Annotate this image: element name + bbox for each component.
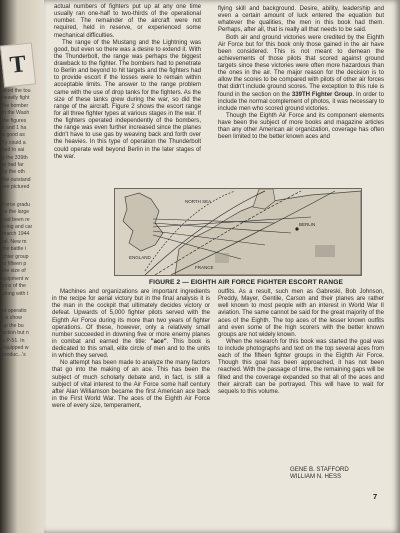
escort-range-map [115, 189, 361, 275]
facing-page-line: are pictured [2, 184, 30, 191]
paragraph [218, 35, 384, 113]
figure-caption: FIGURE 2 — EIGHTH AIR FORCE FIGHTER ESCORT RANGE [149, 279, 343, 286]
paragraph: Though the Eighth Air Force and its component elements have been the subject of more books and magazine articles than any other American air organization, coverage has often been limited to the better known aces and [218, 112, 384, 141]
paragraph: The range of the Mustang and the Lightning was good, but even so there was a desire to extend it. With the Thunderbolt, the range was perhaps the biggest drawback to the fighter. The bombers had to penetrate to Berlin and beyond to hit targets and the fighters had to provide escort if the losses were to remain within acceptable limits. The answer to the range problem came with the use of drop tanks for the fighters. As the size of these tanks grew during the war, so did the range of the aircraft. Figure 2 shows the escort range for all three fighter types at various stages in the war. If the fighters operated independently of the bombers, the range was even further increased since the planes didn't have to use gas by weaving back and forth over the heavies. In this type of operation the Thunderbolt could operate well beyond Berlin in the later stages of the war. [54, 39, 201, 160]
facing-page-line: a good as [2, 132, 25, 139]
facing-page-line: the outstand [2, 176, 31, 183]
group-name: 339TH Fighter Group [291, 91, 353, 98]
paragraph: When the research for this book was started the goal was to include photographs and text on the top several aces from each of the fifteen fighter groups in the Eighth Air Force. Though this goal has been approached, it has not been reached. With the passage of time, the remaining gaps will be filled and the coverage expanded so that all of the aces and their aircraft can be portrayed. This will have to wait for sequels to this volume. [218, 338, 384, 395]
facing-page-edge [0, 0, 44, 533]
facing-page-line: by the oth [2, 169, 25, 176]
facing-page-line: equipped w [2, 345, 29, 351]
facing-page-line [2, 298, 42, 308]
facing-page-line: quipment w [2, 275, 29, 282]
column-top-left [54, 4, 201, 161]
facing-page-line: produc...'s [2, 352, 26, 359]
column-top-right [218, 6, 384, 141]
facing-page-line: a P-51. In [2, 337, 25, 344]
author-signature [290, 466, 349, 481]
facing-page-line: ts had far [2, 162, 24, 169]
figure-map [114, 188, 362, 276]
paragraph: actual numbers of fighters put up at any one time usually ran one-half to two-thirds of the operational number. The remainder of the aircraft were not required, held in reserve, or experienced some mechanical difficulties. [54, 4, 201, 39]
facing-page-line: aced the tou [2, 88, 31, 94]
facing-page-line: ions of the [2, 283, 26, 290]
facing-page-line: march 1944 [2, 231, 30, 238]
facing-page-line: ghter group [2, 253, 29, 260]
facing-page-line: heavily fight [2, 95, 30, 102]
book-page [44, 0, 400, 533]
paragraph: outfits. As a result, such men as Gabreski, Bob Johnson, Preddy, Mayer, Gentile, Carson and their planes are rather well known to most people with an interest in World War II aviation. The same cannot be said for the great majority of the aces of the Eighth. The top aces of the lesser known outfits and even some of the high scorers with the better known groups are not widely known. [218, 289, 384, 338]
author-name: WILLIAM N. HESS [290, 473, 342, 481]
paragraph-text: . In order to include the normal complement of photos, it was necessary to include men who scored ground victories. [218, 91, 384, 112]
facing-page-line: s and 1 ha [2, 125, 27, 132]
facing-page-line: action but n [2, 330, 29, 337]
facing-page-line: fied to sai [2, 147, 25, 154]
column-bottom-left [52, 289, 210, 410]
facing-page-line: l is show [2, 315, 22, 322]
facing-page-line: ering and car [2, 223, 33, 230]
map-label-berlin: BERLIN [299, 222, 316, 227]
ace-term: "ace" [150, 338, 167, 345]
page-number: 7 [373, 492, 378, 501]
facing-page-line: to fifteen p [2, 260, 27, 267]
drop-cap-tab: T [0, 42, 36, 87]
facing-page-line: y the 339th [2, 154, 28, 161]
facing-page-line: the size of [2, 268, 26, 275]
map-label-england: ENGLAND [129, 255, 151, 260]
facing-page-line: Force gradu [2, 201, 30, 208]
paragraph: flying skill and background. Desire, ability, leadership and even a certain amount of luck entered the equation but whatever the qualities, the men in this book had them. Perhaps, after all, that is really all that needs to be said. [218, 6, 384, 34]
facing-page-line: tal. New m [2, 238, 27, 245]
column-bottom-right [218, 289, 384, 396]
map-label-france: FRANCE [195, 265, 214, 270]
paragraph-text: . This book is dedicated to this small, elite circle of men and to the units in which they served. [52, 338, 210, 360]
facing-page-line: the bomber [2, 102, 29, 109]
facing-page-line [2, 192, 42, 202]
facing-page-line: along with t [2, 290, 29, 297]
facing-page-line: ce the large [2, 209, 30, 216]
facing-page-line: the figures [2, 117, 27, 124]
facing-page-line: up the bu [2, 322, 24, 329]
paragraph-text: Both air and ground victories were credited by the Eighth Air Force but for this book only those gained in the air have been considered. This is not meant to demean the achievements of those pilots that scored against ground targets since these victories were often more hazardous than the ones in the air. The major reason for the decision is to allow the scores to be compared with pilots of other air forces that didn't include ground scores. The exception to this rule is found in the section on the [218, 34, 384, 98]
author-name: GENE B. STAFFORD [290, 466, 349, 473]
facing-page-line: the battle i [2, 246, 26, 253]
map-label-sea: NORTH SEA [185, 199, 212, 204]
facing-page-line: Ty could a [2, 139, 26, 146]
paragraph: No attempt has been made to analyze the many factors that go into the making of an ace. This has been the subject of much scholarly debate and, in fact, is still a subject of vital interest to the Air Force some half century after Alan Williamson became the first American ace back in the First World War. The aces of the Eighth Air Force were of every size, temperament, [52, 360, 210, 409]
facing-page-line: in the Wash [2, 110, 30, 117]
facing-page-text [2, 88, 42, 360]
facing-page-line: ot operatio [2, 307, 27, 314]
facing-page-line: had been re [2, 216, 30, 223]
paragraph [52, 289, 210, 360]
paragraph-text: Machines and organizations are important ingredients in the recipe for aerial victory but in the final analysis it is the man in the cockpit that ultimately decides victory or defeat. Upwards of 5,000 fighter pilots served with the Eighth Air Force during its more than two years of fighter operations. Of these, however, only a relatively small number succeeded in downing five or more enemy planes in combat and earned the title: [52, 289, 210, 345]
